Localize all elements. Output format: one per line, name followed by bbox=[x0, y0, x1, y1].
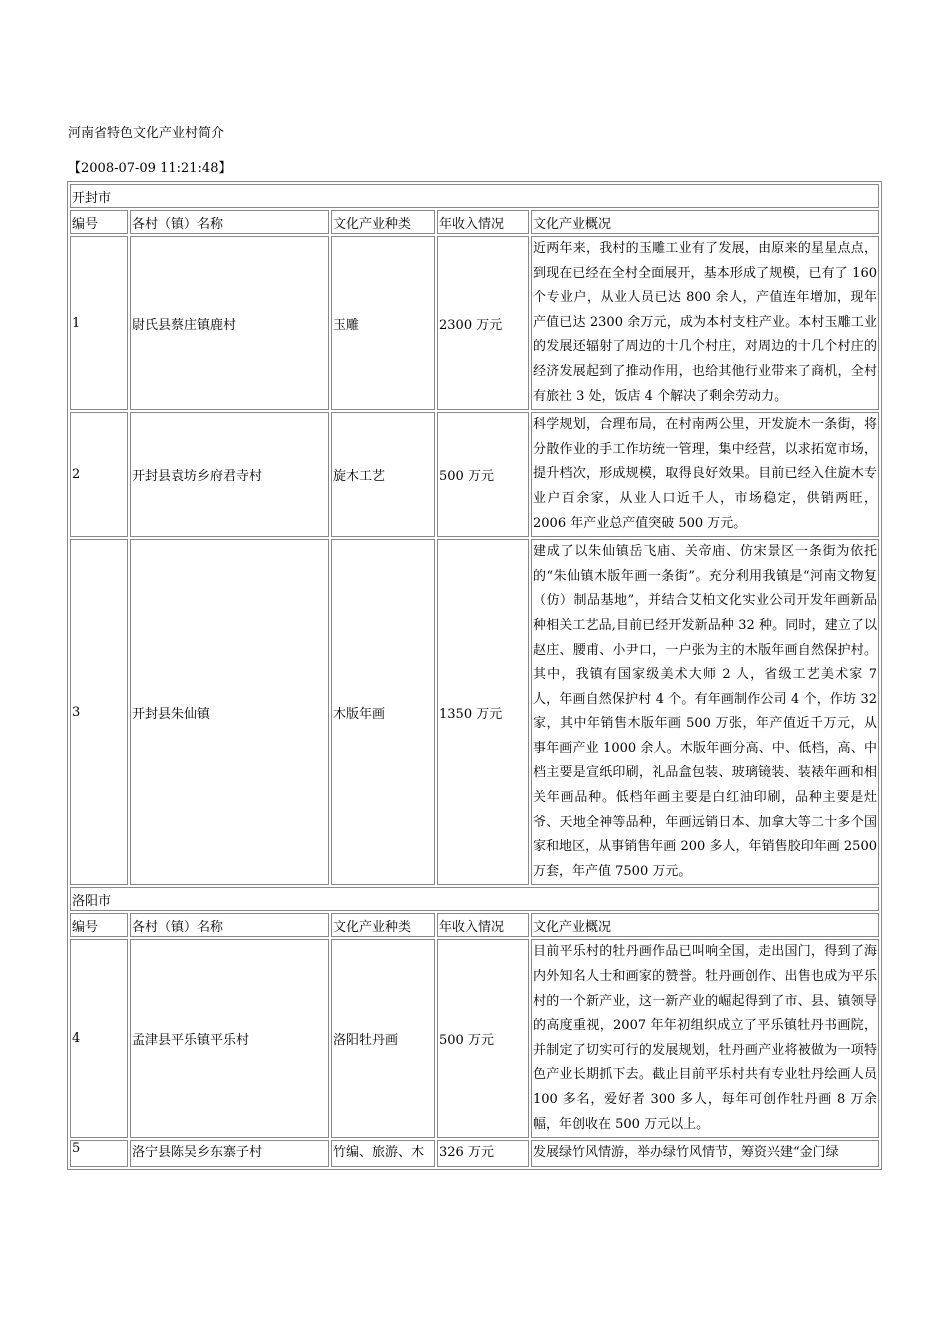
row-desc: 科学规划，合理布局，在村南两公里，开发旋木一条街，将分散作业的手工作坊统一管理，集中经营，以求拓宽市场，提升档次，形成规模，取得良好效果。目前已经入住旋木专业户百余家，从业人口近千人，市场稳定，供销两旺，2006 年产业总产值突破 500 万元。 bbox=[531, 412, 879, 537]
village-table bbox=[67, 181, 882, 1170]
row-income: 326 万元 bbox=[437, 1140, 529, 1167]
row-income: 2300 万元 bbox=[437, 236, 529, 410]
row-income: 500 万元 bbox=[437, 939, 529, 1138]
header-no: 编号 bbox=[70, 210, 128, 234]
page-title: 河南省特色文化产业村简介 bbox=[68, 126, 225, 141]
header-type: 文化产业种类 bbox=[331, 913, 435, 937]
row-type: 洛阳牡丹画 bbox=[331, 939, 435, 1138]
row-desc: 发展绿竹风情游，举办绿竹风情节，筹资兴建“金门绿 bbox=[531, 1140, 879, 1167]
table-row bbox=[70, 412, 879, 537]
header-name: 各村（镇）名称 bbox=[130, 913, 329, 937]
row-type: 旋木工艺 bbox=[331, 412, 435, 537]
table-row bbox=[70, 1140, 879, 1167]
header-type: 文化产业种类 bbox=[331, 210, 435, 234]
row-name: 开封县袁坊乡府君寺村 bbox=[130, 412, 329, 537]
row-no: 4 bbox=[70, 939, 128, 1138]
header-income: 年收入情况 bbox=[437, 210, 529, 234]
row-desc: 目前平乐村的牡丹画作品已叫响全国，走出国门，得到了海内外知名人士和画家的赞誉。牡丹画创作、出售也成为平乐村的一个新产业，这一新产业的崛起得到了市、县、镇领导的高度重视，2007 年年初组织成立了平乐镇牡丹书画院，并制定了切实可行的发展规划，牡丹画产业将被做为一项特色产业长期抓下去。截止目前平乐村共有专业牡丹绘画人员 100 多名，爱好者 300 多人，每年可创作牡丹画 8 万余幅，年创收在 500 万元以上。 bbox=[531, 939, 879, 1138]
header-name: 各村（镇）名称 bbox=[130, 210, 329, 234]
row-name: 尉氏县蔡庄镇鹿村 bbox=[130, 236, 329, 410]
header-no: 编号 bbox=[70, 913, 128, 937]
header-row bbox=[70, 210, 879, 234]
row-no: 1 bbox=[70, 236, 128, 410]
table-row bbox=[70, 236, 879, 410]
row-type: 玉雕 bbox=[331, 236, 435, 410]
header-row bbox=[70, 913, 879, 937]
city-label: 洛阳市 bbox=[70, 887, 879, 911]
header-income: 年收入情况 bbox=[437, 913, 529, 937]
row-no: 2 bbox=[70, 412, 128, 537]
city-label: 开封市 bbox=[70, 184, 879, 208]
row-no: 3 bbox=[70, 539, 128, 885]
table-row bbox=[70, 539, 879, 885]
row-no: 5 bbox=[70, 1140, 128, 1167]
header-desc: 文化产业概况 bbox=[531, 210, 879, 234]
row-income: 1350 万元 bbox=[437, 539, 529, 885]
row-desc: 近两年来，我村的玉雕工业有了发展，由原来的星星点点，到现在已经在全村全面展开，基本形成了规模，已有了 160 个专业户，从业人员已达 800 余人，产值连年增加，现年产值已达 2300 余万元，成为本村支柱产业。本村玉雕工业的发展还辐射了周边的十几个村庄，对周边的十几个村庄的经济发展起到了推动作用，也给其他行业带来了商机，全村有旅社 3 处，饭店 4 个解决了剩余劳动力。 bbox=[531, 236, 879, 410]
row-name: 孟津县平乐镇平乐村 bbox=[130, 939, 329, 1138]
row-desc: 建成了以朱仙镇岳飞庙、关帝庙、仿宋景区一条街为依托的“朱仙镇木版年画一条街”。充分利用我镇是“河南文物复（仿）制品基地”，并结合艾柏文化实业公司开发年画新品种相关工艺品,目前已经开发新品种 32 种。同时，建立了以赵庄、腰甫、小尹口，一户张为主的木版年画自然保护村。其中，我镇有国家级美术大师 2 人，省级工艺美术家 7 人，年画自然保护村 4 个。有年画制作公司 4 个，作坊 32 家，其中年销售木版年画 500 万张，年产值近千万元，从事年画产业 1000 余人。木版年画分高、中、低档，高、中档主要是宣纸印刷，礼品盒包装、玻璃镜装、装裱年画和相关年画品种。低档年画主要是白红油印刷，品种主要是灶爷、天地全神等品种，年画远销日本、加拿大等二十多个国家和地区，从事销售年画 200 多人，年销售胶印年画 2500 万套，年产值 7500 万元。 bbox=[531, 539, 879, 885]
row-type: 木版年画 bbox=[331, 539, 435, 885]
city-row bbox=[70, 184, 879, 208]
row-type: 竹编、旅游、木 bbox=[331, 1140, 435, 1167]
row-name: 洛宁县陈吴乡东寨子村 bbox=[130, 1140, 329, 1167]
header-desc: 文化产业概况 bbox=[531, 913, 879, 937]
city-row bbox=[70, 887, 879, 911]
timestamp: 【2008-07-09 11:21:48】 bbox=[68, 161, 232, 176]
row-name: 开封县朱仙镇 bbox=[130, 539, 329, 885]
table-row bbox=[70, 939, 879, 1138]
row-income: 500 万元 bbox=[437, 412, 529, 537]
